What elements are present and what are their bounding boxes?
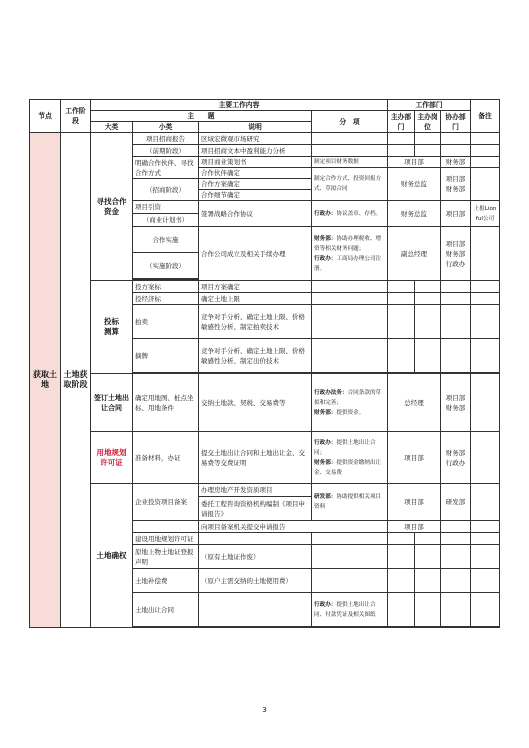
sub-a5b: （实施阶段） [133,253,199,279]
category-d: 用地规划许可证 [91,432,133,484]
desc-e4: （原户主需交纳的土地使用费） [199,569,312,593]
desc-a8: 合作公司成立及相关手续办理 [199,227,312,281]
sub-b3: 拍卖 [133,305,199,339]
sub-a1: 项目招商报告 [133,133,199,145]
assist-d: 财务部 行政办 [441,432,471,484]
div-d: 行政办：提供土地出让合同； 财务部：提供资金缴纳出让金、交易费 [312,432,388,484]
div-a8: 财务部：协助办理税收、增资等相关财务问题； 行政办：工商局办理公司注册。 [312,227,388,281]
assist-a4: 项目部 财务部 [441,168,471,201]
node-label: 获取土地 [30,133,61,628]
desc-b4: 竞争对手分析、确定土地上限、价格敏感性分析、制定出价技术 [199,339,312,373]
sub-e5: 土地出让合同 [133,593,199,627]
div-e5: 行政办：提供土地出让合同、付款凭证及相关图纸 [312,593,388,627]
sub-a4b: （商业计划书） [133,214,199,227]
assist-c: 项目部 财务部 [441,374,471,432]
header-subcategory: 小类 [133,122,199,133]
sub-c: 确定用地图、桩点坐标、用地条件 [133,374,199,432]
sub-e2: 建设用地规划许可证 [133,533,199,545]
sub-a5: 合作实施 [133,227,199,253]
page-number: 3 [262,706,267,714]
sub-a2: 明确合作伙伴、寻找合作方式 [133,157,199,179]
sub-a1b: （前期阶段） [133,145,199,157]
desc-b2: 确定土地上限 [199,293,312,305]
sub-a3: （招商阶段） [133,179,199,201]
header-assist: 协办部门 [441,111,471,133]
desc-e1a: 办理房地产开发资质项目 [199,484,312,497]
div-c: 行政办法务：合同条款的草拟和完善； 财务部：提供资金。 [312,374,388,432]
desc-e1b: 委托工程咨询资格机构编制《项目申请报告》 [199,497,312,521]
lead-a7: 财务总监 [388,201,441,227]
header-topic: 主 题 [91,111,312,122]
header-remark: 备注 [471,100,500,133]
desc-e1c: 向项目备案机关提交申请报告 [199,521,388,533]
sub-e4: 土地补偿费 [133,569,199,593]
assist-a8: 项目部 财务部 行政办 [441,227,471,281]
lead-a8: 副总经理 [388,227,441,281]
sub-e3: 原地上物土地证登报声明 [133,545,199,569]
div-a4: 制定合作方式、投资回报方式、草拟合同 [312,168,388,201]
assist-a3: 财务部 [441,157,471,168]
sub-a4: 项目引资 [133,201,199,214]
header-lead: 主办部门 [388,111,415,133]
header-main-content: 主要工作内容 [91,100,388,111]
category-b: 投标 测算 [91,281,133,374]
div-a3: 制定项目财务数据 [312,157,388,168]
desc-a6: 合作细节确定 [199,190,312,201]
category-a: 寻找合作资金 [91,133,133,281]
sub-b4: 摘牌 [133,339,199,373]
lead-a4: 财务总监 [388,168,441,201]
desc-a2: 项目招商文本中盈利能力分析 [199,145,312,157]
desc-a7: 签署战略合作协议 [199,201,312,227]
desc-d: 提交土地出让合同和土地出让金、交易费等交费证明 [199,432,312,484]
sub-b1: 投方案标 [133,281,199,293]
remark-a7: 上报Lionful公司 [471,201,500,227]
assist-e1: 研发部 [441,484,471,521]
sub-b2: 投经济标 [133,293,199,305]
header-description: 说明 [199,122,312,133]
div-a7: 行政办：协议盖章、存档。 [312,201,388,227]
category-e: 土地确权 [91,484,133,628]
header-dept: 工作部门 [388,100,471,111]
desc-a4: 合作伙伴确定 [199,168,312,179]
stage-label: 土地获取阶段 [61,133,91,628]
work-content-table [29,99,500,628]
div-e1: 研发部：协助提供相关项目资料 [312,484,388,521]
header-lead-post: 主办岗位 [415,111,441,133]
desc-a5: 合作方案确定 [199,179,312,190]
assist-a7: 项目部 [441,201,471,227]
header-category: 大类 [91,122,133,133]
lead-a3: 项目部 [388,157,441,168]
category-c: 签订土地出让合同 [91,374,133,432]
desc-e3: （原有土地证作废） [199,545,312,569]
header-division: 分 项 [312,111,388,133]
sub-d: 准备材料，办证 [133,432,199,484]
desc-c: 交纳土地款、契税、交易费等 [199,374,312,432]
sub-e1: 企业投资项目备案 [133,484,199,521]
lead-e1c: 项目部 [388,521,441,533]
lead-d: 项目部 [388,432,441,484]
lead-e1: 项目部 [388,484,441,521]
desc-b1: 项目方案确定 [199,281,312,293]
header-stage: 工作阶段 [61,100,91,133]
header-node: 节点 [30,100,61,133]
desc-b3: 竞争对手分析、确定土地上限、价格敏感性分析、制定拍卖技术 [199,305,312,339]
desc-a3: 项目商业策划书 [199,157,312,168]
desc-a1: 区域宏微观市场研究 [199,133,312,145]
lead-c: 总经理 [388,374,441,432]
